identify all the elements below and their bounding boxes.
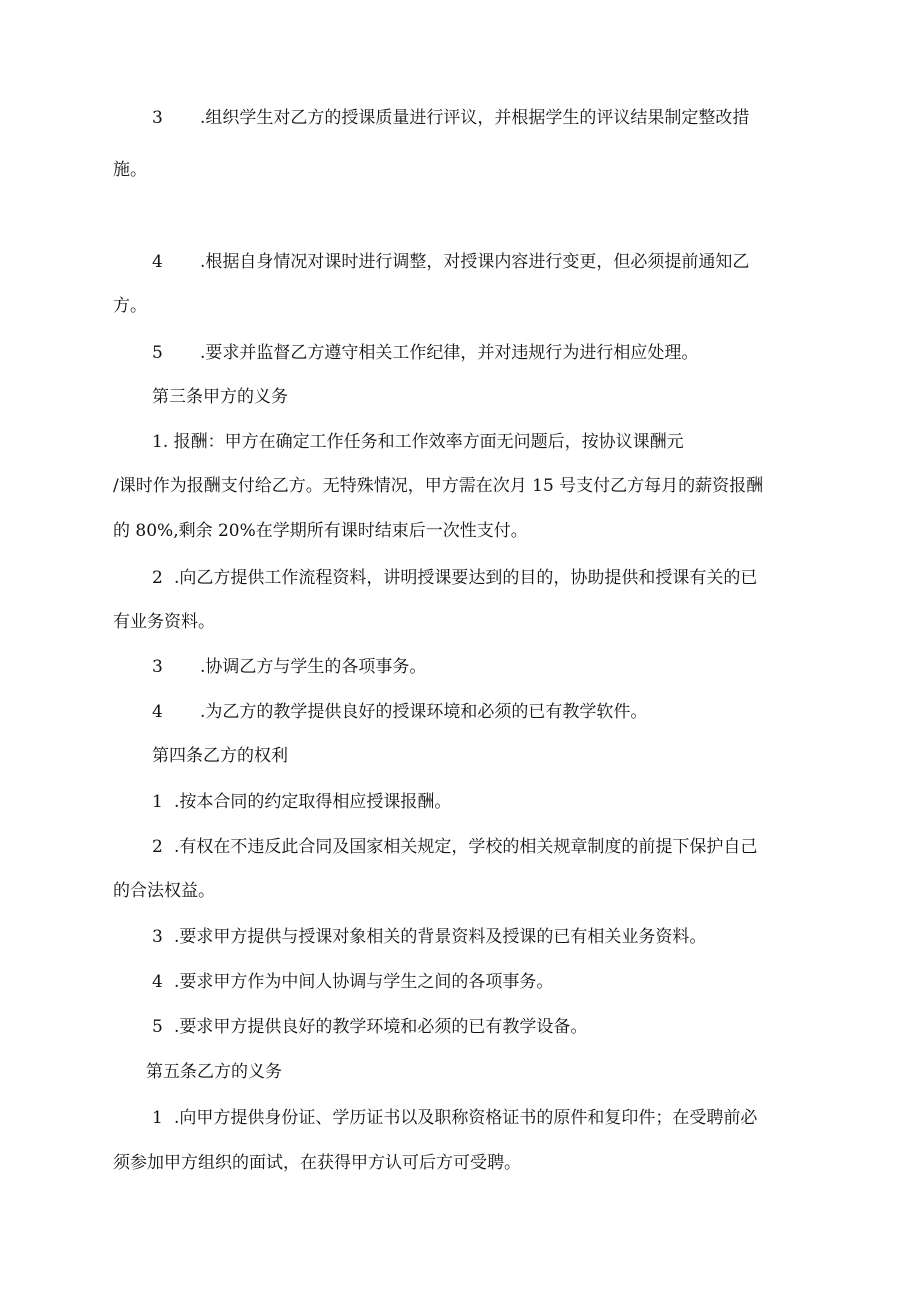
c4-item-1 — [152, 791, 451, 813]
c2-item-5-text: .要求并监督乙方遵守相关工作纪律，并对违规行为进行相应处理。 — [200, 343, 699, 363]
c4-item-3-number: 3 — [152, 927, 163, 947]
c4-item-5-text: .要求甲方提供良好的教学环境和必须的已有教学设备。 — [174, 1017, 588, 1037]
c2-item-3-line1 — [152, 107, 749, 129]
c2-item-3-number: 3 — [152, 108, 163, 128]
c3-item-3-number: 3 — [152, 657, 163, 677]
c5-item-1-text: .向甲方提供身份证、学历证书以及职称资格证书的原件和复印件；在受聘前必 — [174, 1108, 758, 1128]
c2-item-4-number: 4 — [152, 252, 163, 272]
c3-item-1-line3: 的 80%,剩余 20%在学期所有课时结束后一次性支付。 — [113, 521, 528, 541]
c3-item-1-line1: 1. 报酬：甲方在确定工作任务和工作效率方面无问题后，按协议课酬元 — [152, 432, 684, 452]
c5-item-1-cont: 须参加甲方组织的面试，在获得甲方认可后方可受聘。 — [113, 1153, 521, 1173]
c3-item-3-text: .协调乙方与学生的各项事务。 — [200, 657, 427, 677]
c3-item-4-text: .为乙方的教学提供良好的授课环境和必须的已有教学软件。 — [200, 702, 648, 722]
c2-item-3-text: .组织学生对乙方的授课质量进行评议，并根据学生的评议结果制定整改措 — [200, 108, 750, 128]
c3-item-3 — [152, 656, 426, 678]
c4-item-2-number: 2 — [152, 837, 163, 857]
c4-item-2-line1 — [152, 836, 757, 858]
c3-item-1-line2: /课时作为报酬支付给乙方。无特殊情况，甲方需在次月 15 号支付乙方每月的薪资报酬 — [113, 476, 764, 496]
c2-item-4-cont: 方。 — [113, 296, 147, 316]
clause-4-heading: 第四条乙方的权利 — [152, 746, 288, 766]
clause-5-heading: 第五条乙方的义务 — [146, 1062, 282, 1082]
c2-item-3-cont: 施。 — [113, 160, 147, 180]
c4-item-5-number: 5 — [152, 1017, 163, 1037]
c4-item-3-text: .要求甲方提供与授课对象相关的背景资料及授课的已有相关业务资料。 — [174, 927, 707, 947]
c4-item-4-text: .要求甲方作为中间人协调与学生之间的各项事务。 — [174, 972, 554, 992]
c2-item-4-text: .根据自身情况对课时进行调整，对授课内容进行变更，但必须提前通知乙 — [200, 252, 750, 272]
clause-3-heading: 第三条甲方的义务 — [152, 387, 288, 407]
c2-item-5-number: 5 — [152, 343, 163, 363]
c3-item-4 — [152, 701, 647, 723]
c5-item-1-line1 — [152, 1107, 757, 1129]
c4-item-4 — [152, 971, 553, 993]
c4-item-2-text: .有权在不违反此合同及国家相关规定，学校的相关规章制度的前提下保护自己 — [174, 837, 758, 857]
c4-item-1-text: .按本合同的约定取得相应授课报酬。 — [174, 792, 452, 812]
c4-item-1-number: 1 — [152, 792, 163, 812]
c4-item-2-cont: 的合法权益。 — [113, 881, 215, 901]
c3-item-2-number: 2 — [152, 568, 163, 588]
c3-item-4-number: 4 — [152, 702, 163, 722]
c4-item-3 — [152, 926, 706, 948]
c3-item-2-line1 — [152, 567, 757, 589]
c3-item-2-text: .向乙方提供工作流程资料，讲明授课要达到的目的，协助提供和授课有关的已 — [174, 568, 758, 588]
c2-item-4-line1 — [152, 251, 749, 273]
c3-item-2-cont: 有业务资料。 — [113, 612, 215, 632]
c5-item-1-number: 1 — [152, 1108, 163, 1128]
c4-item-5 — [152, 1016, 587, 1038]
c4-item-4-number: 4 — [152, 972, 163, 992]
c2-item-5 — [152, 342, 698, 364]
